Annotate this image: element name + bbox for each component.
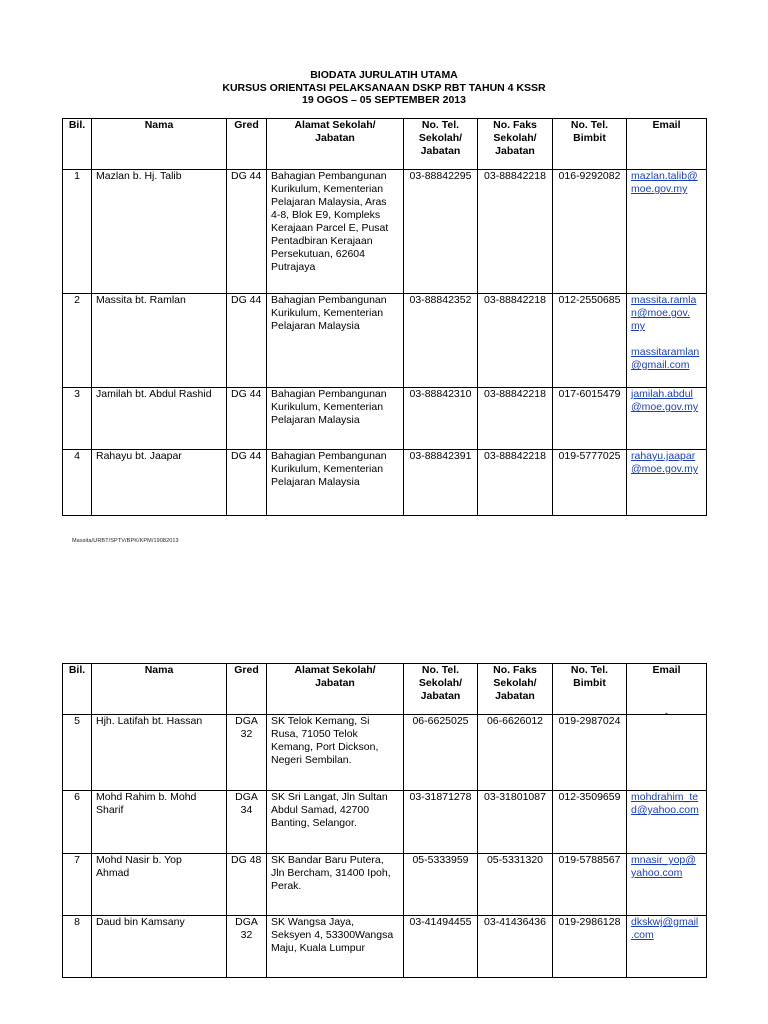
gred-cell: DGA 32	[227, 916, 267, 978]
bil-cell: 6	[63, 791, 92, 854]
email-cell	[627, 854, 707, 916]
table-2-header	[63, 664, 707, 718]
header-tel: No. Tel. Sekolah/ Jabatan	[404, 664, 478, 715]
tel-cell: 05-5333959	[404, 854, 478, 916]
header-bimbit: No. Tel. Bimbit	[553, 119, 627, 170]
email-link[interactable]: mohdrahim_te d@yahoo.com	[631, 791, 699, 816]
nama-cell: Hjh. Latifah bt. Hassan	[92, 715, 227, 791]
alamat-cell: Bahagian Pembangunan Kurikulum, Kementerian Pelajaran Malaysia, Aras 4-8, Blok E9, Kompleks Kerajaan Parcel E, Pusat Pentadbiran Kerajaan Persekutuan, 62604 Putrajaya	[267, 170, 404, 294]
header-nama: Nama	[92, 664, 227, 715]
title-line-3: 19 OGOS – 05 SEPTEMBER 2013	[302, 94, 466, 106]
email-link-secondary[interactable]: massitaramlan @gmail.com	[631, 346, 700, 371]
bimbit-cell: 012-3509659	[553, 791, 627, 854]
alamat-cell: SK Wangsa Jaya, Seksyen 4, 53300Wangsa Maju, Kuala Lumpur	[267, 916, 404, 978]
email-cell	[627, 388, 707, 450]
trainer-table-1	[62, 118, 707, 516]
faks-cell: 03-41436436	[478, 916, 553, 978]
alamat-cell: SK Telok Kemang, Si Rusa, 71050 Telok Kemang, Port Dickson, Negeri Sembilan.	[267, 715, 404, 791]
bil-cell: 8	[63, 916, 92, 978]
faks-cell: 06-6626012	[478, 715, 553, 791]
document-title	[0, 69, 768, 107]
title-line-1: BIODATA JURULATIH UTAMA	[310, 69, 458, 81]
header-faks: No. Faks Sekolah/ Jabatan	[478, 664, 553, 715]
header-email: Email	[627, 664, 707, 715]
table-row	[63, 791, 707, 854]
bimbit-cell: 019-5788567	[553, 854, 627, 916]
header-bil: Bil.	[63, 664, 92, 715]
bil-cell: 4	[63, 450, 92, 516]
nama-cell: Massita bt. Ramlan	[92, 294, 227, 388]
alamat-cell: Bahagian Pembangunan Kurikulum, Kementerian Pelajaran Malaysia	[267, 294, 404, 388]
document-footnote: Massita/URBT/SPTV/BPK/KPM/19082013	[72, 538, 179, 544]
header-bimbit: No. Tel. Bimbit	[553, 664, 627, 715]
table-row	[63, 715, 707, 791]
email-link[interactable]: dkskwj@gmail .com	[631, 916, 699, 941]
faks-cell: 03-88842218	[478, 170, 553, 294]
alamat-cell: Bahagian Pembangunan Kurikulum, Kementerian Pelajaran Malaysia	[267, 450, 404, 516]
table-row	[63, 294, 707, 388]
email-link[interactable]: mnasir_yop@ yahoo.com	[631, 854, 696, 879]
bil-cell: 1	[63, 170, 92, 294]
tel-cell: 06-6625025	[404, 715, 478, 791]
gred-cell: DGA 32	[227, 715, 267, 791]
gred-cell: DG 44	[227, 450, 267, 516]
bimbit-cell: 012-2550685	[553, 294, 627, 388]
gred-cell: DGA 34	[227, 791, 267, 854]
title-line-2: KURSUS ORIENTASI PELAKSANAAN DSKP RBT TAHUN 4 KSSR	[222, 81, 546, 94]
bil-cell: 5	[63, 715, 92, 791]
table-row	[63, 854, 707, 916]
nama-cell: Daud bin Kamsany	[92, 916, 227, 978]
faks-cell: 03-88842218	[478, 294, 553, 388]
email-cell	[627, 450, 707, 516]
header-nama: Nama	[92, 119, 227, 170]
faks-cell: 05-5331320	[478, 854, 553, 916]
table-1-header	[63, 119, 707, 170]
bil-cell: 3	[63, 388, 92, 450]
header-gred: Gred	[227, 664, 267, 715]
bimbit-cell: 019-5777025	[553, 450, 627, 516]
email-cell	[627, 791, 707, 854]
faks-cell: 03-88842218	[478, 450, 553, 516]
gred-cell: DG 44	[227, 294, 267, 388]
alamat-cell: Bahagian Pembangunan Kurikulum, Kementerian Pelajaran Malaysia	[267, 388, 404, 450]
header-faks: No. Faks Sekolah/ Jabatan	[478, 119, 553, 170]
email-link[interactable]: mazlan.talib@ moe.gov.my	[631, 170, 698, 195]
tel-cell: 03-41494455	[404, 916, 478, 978]
header-tel: No. Tel. Sekolah/ Jabatan	[404, 119, 478, 170]
nama-cell: Mohd Nasir b. Yop Ahmad	[92, 854, 227, 916]
email-cell	[627, 916, 707, 978]
email-link[interactable]: jamilah.abdul @moe.gov.my	[631, 388, 699, 413]
tel-cell: 03-88842310	[404, 388, 478, 450]
trainer-table-2	[62, 663, 707, 978]
header-bil: Bil.	[63, 119, 92, 170]
bimbit-cell: 019-2986128	[553, 916, 627, 978]
alamat-cell: SK Bandar Baru Putera, Jln Bercham, 31400 Ipoh, Perak.	[267, 854, 404, 916]
bimbit-cell: 019-2987024	[553, 715, 627, 791]
tel-cell: 03-88842352	[404, 294, 478, 388]
nama-cell: Jamilah bt. Abdul Rashid	[92, 388, 227, 450]
nama-cell: Mazlan b. Hj. Talib	[92, 170, 227, 294]
table-row	[63, 388, 707, 450]
faks-cell: 03-88842218	[478, 388, 553, 450]
email-cell	[627, 170, 707, 294]
table-row	[63, 916, 707, 978]
alamat-cell: SK Sri Langat, Jln Sultan Abdul Samad, 42700 Banting, Selangor.	[267, 791, 404, 854]
bimbit-cell: 017-6015479	[553, 388, 627, 450]
email-link[interactable]: rahayu.jaapar @moe.gov.my	[631, 450, 699, 475]
bimbit-cell: 016-9292082	[553, 170, 627, 294]
faks-cell: 03-31801087	[478, 791, 553, 854]
email-dash-mark: -	[665, 708, 668, 718]
bil-cell: 7	[63, 854, 92, 916]
tel-cell: 03-31871278	[404, 791, 478, 854]
email-link[interactable]: massita.ramla n@moe.gov. my	[631, 294, 697, 332]
table-row	[63, 450, 707, 516]
tel-cell: 03-88842295	[404, 170, 478, 294]
header-alamat: Alamat Sekolah/ Jabatan	[267, 119, 404, 170]
nama-cell: Mohd Rahim b. Mohd Sharif	[92, 791, 227, 854]
tel-cell: 03-88842391	[404, 450, 478, 516]
gred-cell: DG 48	[227, 854, 267, 916]
email-cell	[627, 708, 707, 791]
header-gred: Gred	[227, 119, 267, 170]
table-row	[63, 170, 707, 294]
bil-cell: 2	[63, 294, 92, 388]
gred-cell: DG 44	[227, 170, 267, 294]
nama-cell: Rahayu bt. Jaapar	[92, 450, 227, 516]
gred-cell: DG 44	[227, 388, 267, 450]
header-alamat: Alamat Sekolah/ Jabatan	[267, 664, 404, 715]
header-email: Email	[627, 119, 707, 170]
email-cell	[627, 294, 707, 388]
